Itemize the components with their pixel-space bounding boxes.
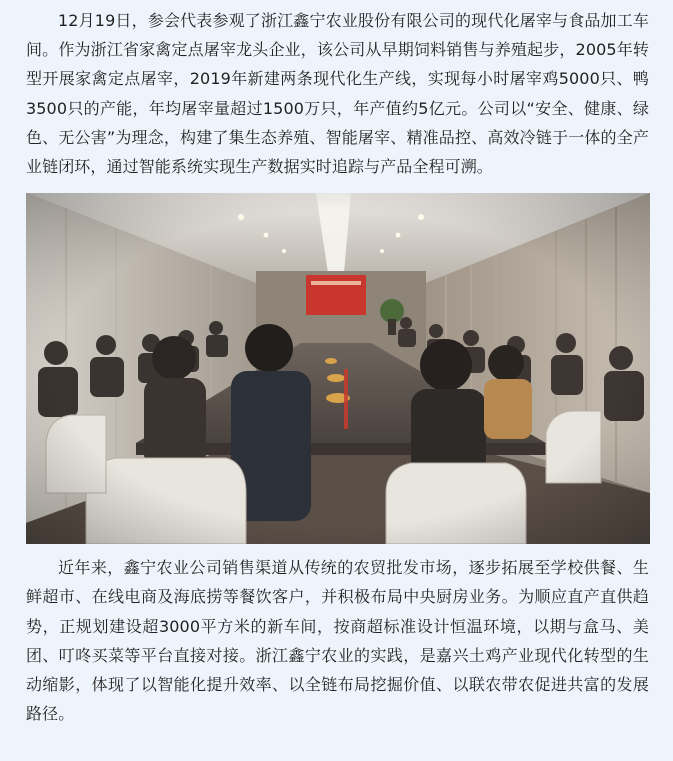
- article-paragraph-2: 近年来，鑫宁农业公司销售渠道从传统的农贸批发市场，逐步拓展至学校供餐、生鲜超市、在线电商及海底捞等餐饮客户，并积极布局中央厨房业务。为顺应直产直供趋势，正规划建设超3000平方米的新车间，按商超标准设计恒温环境，以期与盒马、美团、叮咚买菜等平台直接对接。浙江鑫宁农业的实践，是嘉兴土鸡产业现代化转型的生动缩影，体现了以智能化提升效率、以全链布局挖掘价值、以联农带农促进共富的发展路径。: [26, 558, 649, 724]
- meeting-room-photo-icon: [26, 193, 650, 544]
- article-paragraph-1: 12月19日，参会代表参观了浙江鑫宁农业股份有限公司的现代化屠宰与食品加工车间。作为浙江省家禽定点屠宰龙头企业，该公司从早期饲料销售与养殖起步，2005年转型开展家禽定点屠宰，2019年新建两条现代化生产线，实现每小时屠宰鸡5000只、鸭3500只的产能，年均屠宰量超过1500万只，年产值约5亿元。公司以“安全、健康、绿色、无公害”为理念，构建了集生态养殖、智能屠宰、精准品控、高效冷链于一体的全产业链闭环，通过智能系统实现生产数据实时追踪与产品全程可溯。: [26, 11, 649, 177]
- meeting-room-photo: [26, 193, 650, 544]
